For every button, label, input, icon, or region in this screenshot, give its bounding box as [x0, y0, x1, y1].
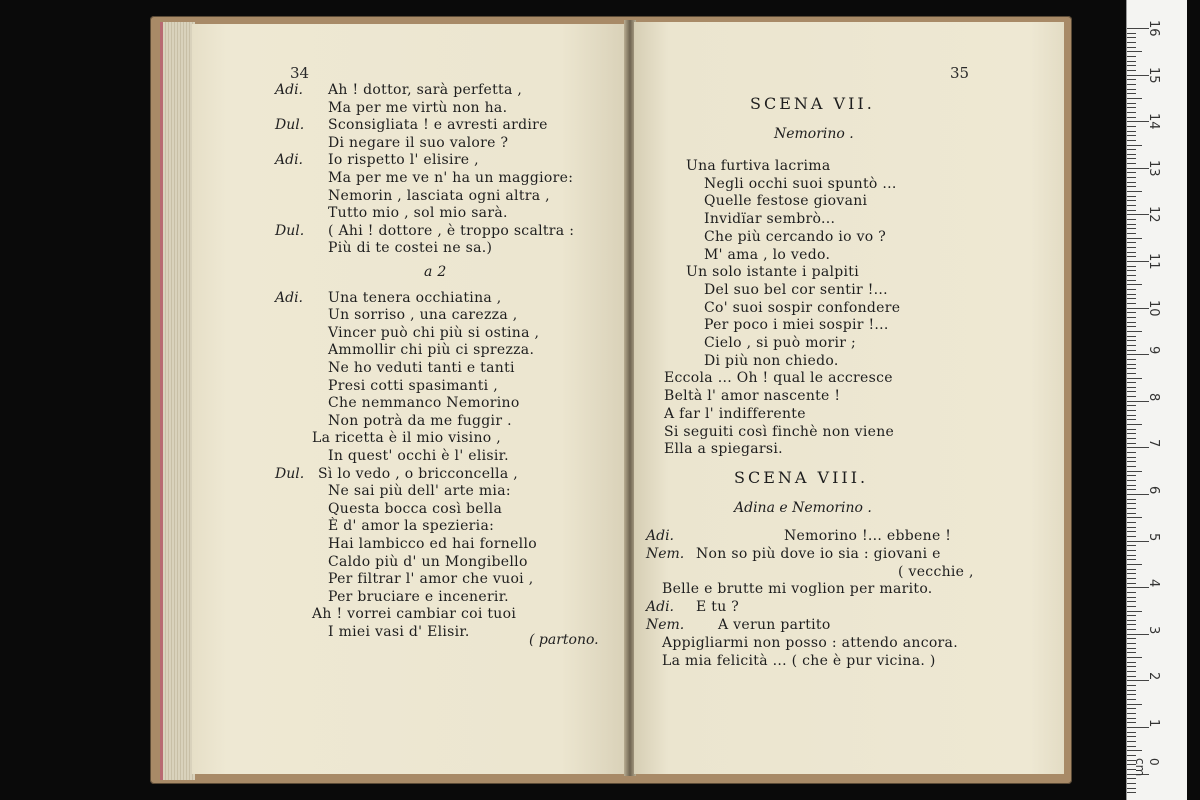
speaker-label: Dul.	[275, 117, 305, 134]
ruler-tick	[1127, 732, 1136, 733]
ruler-tick	[1127, 471, 1142, 472]
ruler-tick	[1127, 47, 1136, 48]
ruler-tick	[1127, 624, 1136, 625]
verse-line: In quest' occhi è l' elisir.	[328, 448, 509, 464]
verse-line: Ma per me ve n' ha un maggiore:	[328, 170, 574, 186]
ruler-number: 14	[1146, 113, 1161, 130]
ruler-tick	[1127, 196, 1136, 197]
verse-line: Ammollir chi più ci sprezza.	[328, 342, 535, 359]
verse-line: Ne sai più dell' arte mia:	[328, 483, 511, 500]
verse-line: Di più non chiedo.	[704, 352, 839, 369]
speaker-label: Dul.	[275, 222, 305, 239]
ruler-tick	[1127, 643, 1136, 644]
ruler-tick	[1127, 690, 1136, 691]
verse-line: Vincer può chi più si ostina ,	[328, 324, 540, 341]
ruler-tick	[1127, 648, 1136, 649]
ruler-tick	[1127, 578, 1136, 579]
ruler-tick	[1127, 457, 1136, 458]
ruler-tick	[1127, 382, 1136, 383]
ruler-tick	[1127, 154, 1136, 155]
ruler-tick	[1127, 475, 1136, 476]
ruler-tick	[1127, 513, 1136, 514]
ruler-tick	[1127, 326, 1136, 327]
ruler-tick	[1127, 158, 1136, 159]
ruler-tick	[1127, 536, 1136, 537]
ruler-tick	[1127, 601, 1136, 602]
speaker-label: Adi.	[275, 289, 303, 306]
ruler-tick	[1127, 280, 1136, 281]
verse-line: Nemorin , lasciata ogni altra ,	[328, 187, 550, 204]
verse-line: Una tenera occhiatina ,	[328, 289, 502, 306]
ruler-tick	[1127, 527, 1136, 528]
ruler-tick	[1127, 233, 1136, 234]
ruler-tick	[1127, 84, 1136, 85]
ruler-tick	[1127, 65, 1136, 66]
verse-line: La mia felicità ... ( che è pur vicina. )	[662, 652, 936, 669]
ruler-tick	[1127, 182, 1136, 183]
ruler-tick	[1127, 336, 1136, 337]
ruler-tick	[1127, 517, 1142, 518]
ruler-tick	[1127, 303, 1136, 304]
ruler-tick	[1127, 294, 1136, 295]
ruler-tick	[1127, 438, 1136, 439]
ruler-tick	[1127, 573, 1136, 574]
ruler-number: 2	[1146, 672, 1161, 681]
ruler-tick	[1127, 331, 1142, 332]
ruler-tick	[1127, 555, 1136, 556]
ruler-tick	[1127, 107, 1136, 108]
verse-line: Quelle festose giovani	[704, 193, 868, 210]
ruler-tick	[1127, 592, 1136, 593]
ruler-tick	[1127, 746, 1136, 747]
ruler-tick	[1127, 135, 1136, 136]
ruler-tick	[1127, 131, 1136, 132]
ruler-tick	[1127, 219, 1136, 220]
ruler-tick	[1127, 461, 1136, 462]
verse-line: Hai lambicco ed hai fornello	[328, 536, 537, 552]
verse-line: Non potrà da me fuggir .	[328, 412, 512, 429]
ruler-tick	[1127, 298, 1136, 299]
ruler-tick	[1127, 340, 1136, 341]
duet-marker: a 2	[424, 264, 447, 280]
ruler-tick	[1127, 345, 1136, 346]
ruler-tick	[1127, 163, 1136, 164]
ruler-tick	[1127, 499, 1136, 500]
verse-line: Belle e brutte mi voglion per marito.	[662, 581, 933, 598]
ruler-tick	[1127, 396, 1136, 397]
ruler-tick	[1127, 629, 1136, 630]
verse-line: Invidïar sembrò...	[704, 211, 836, 228]
ruler-tick	[1127, 652, 1136, 653]
verse-line: E tu ?	[696, 599, 740, 616]
verse-line: ( vecchie ,	[898, 563, 974, 580]
ruler-tick	[1127, 56, 1136, 57]
verse-line: A far l' indifferente	[664, 405, 806, 422]
ruler-tick	[1127, 405, 1136, 406]
ruler-tick	[1127, 224, 1136, 225]
ruler-tick	[1127, 289, 1136, 290]
verse-line: La ricetta è il mio visino ,	[312, 430, 502, 447]
verse-line: Si seguiti così finchè non viene	[664, 423, 895, 440]
ruler-tick	[1127, 117, 1136, 118]
ruler-tick	[1127, 657, 1142, 658]
speaker-label: Adi.	[275, 152, 303, 169]
verse-line: Per bruciare e incenerir.	[328, 588, 509, 605]
scene-title-7: SCENA VII.	[750, 94, 875, 113]
ruler-tick	[1127, 452, 1136, 453]
ruler-tick	[1127, 247, 1136, 248]
ruler-tick	[1127, 350, 1136, 351]
scene-subtitle-8: Adina e Nemorino .	[734, 500, 872, 516]
ruler-tick	[1127, 503, 1136, 504]
ruler-number: 5	[1146, 532, 1161, 541]
ruler-tick	[1127, 611, 1142, 612]
verse-line: Del suo bel cor sentir !...	[704, 281, 888, 298]
speaker-label: Adi.	[646, 528, 674, 544]
verse-line: Per poco i miei sospir !...	[704, 317, 889, 334]
ruler-tick	[1127, 89, 1136, 90]
verse-line: ( Ahi ! dottore , è troppo scaltra :	[328, 222, 575, 239]
ruler-tick	[1127, 485, 1136, 486]
ruler-tick	[1127, 587, 1149, 588]
scene-title-8: SCENA VIII.	[734, 468, 869, 487]
verse-line: È d' amor la spezieria:	[328, 518, 495, 535]
ruler-tick	[1127, 284, 1142, 285]
verse-line: Nemorino !... ebbene !	[784, 528, 952, 544]
speaker-label: Adi.	[646, 599, 674, 616]
verse-line: Ma per me virtù non ha.	[328, 99, 508, 116]
ruler-tick	[1127, 98, 1142, 99]
ruler-tick	[1127, 694, 1136, 695]
ruler-tick	[1127, 172, 1136, 173]
ruler-tick	[1127, 70, 1136, 71]
verse-line: Caldo più d' un Mongibello	[328, 553, 528, 570]
ruler-tick	[1127, 671, 1136, 672]
verse-line: Co' suoi sospir confondere	[704, 299, 901, 316]
ruler-tick	[1127, 489, 1136, 490]
ruler-tick	[1127, 378, 1142, 379]
ruler-tick	[1127, 364, 1136, 365]
ruler-tick	[1127, 638, 1136, 639]
verse-line: Un solo istante i palpiti	[686, 264, 860, 281]
ruler-tick	[1127, 256, 1136, 257]
ruler-tick	[1127, 433, 1136, 434]
ruler-tick	[1127, 275, 1136, 276]
ruler-tick	[1127, 443, 1136, 444]
left-page	[192, 24, 626, 774]
ruler-tick	[1127, 736, 1136, 737]
ruler-tick	[1127, 583, 1136, 584]
verse-line: Negli occhi suoi spuntò ...	[704, 175, 897, 192]
ruler-tick	[1127, 750, 1142, 751]
page-edges	[160, 22, 195, 780]
ruler-tick	[1127, 718, 1136, 719]
speaker-label: Nem.	[646, 545, 685, 562]
verse-line: Ella a spiegarsi.	[664, 441, 783, 458]
ruler-tick	[1127, 368, 1136, 369]
verse-line: Beltà l' amor nascente !	[664, 388, 841, 405]
ruler-tick	[1127, 228, 1136, 229]
ruler-tick	[1127, 415, 1136, 416]
ruler-tick	[1127, 42, 1136, 43]
verse-line: Eccola ... Oh ! qual le accresce	[664, 370, 893, 387]
ruler-tick	[1127, 559, 1136, 560]
ruler-number: 4	[1146, 579, 1161, 588]
page-number-left: 34	[290, 64, 310, 82]
ruler-tick	[1127, 317, 1136, 318]
ruler-tick	[1127, 508, 1136, 509]
ruler-tick	[1127, 112, 1136, 113]
verse-line: Presi cotti spasimanti ,	[328, 377, 498, 394]
speaker-label: Nem.	[646, 617, 685, 633]
ruler-tick	[1127, 419, 1136, 420]
ruler-tick	[1127, 741, 1136, 742]
verse-line: Ne ho veduti tanti e tanti	[328, 360, 515, 376]
ruler-tick	[1127, 322, 1136, 323]
ruler-tick	[1127, 359, 1136, 360]
ruler-tick	[1127, 755, 1136, 756]
ruler-number: 8	[1146, 392, 1161, 402]
verse-line: Cielo , si può morir ;	[704, 335, 857, 351]
ruler-tick	[1127, 186, 1136, 187]
ruler-tick	[1127, 597, 1136, 598]
ruler-tick	[1127, 354, 1149, 355]
ruler-tick	[1127, 140, 1136, 141]
ruler-tick	[1127, 680, 1149, 681]
ruler-tick	[1127, 270, 1136, 271]
ruler-tick	[1127, 312, 1136, 313]
ruler-tick	[1127, 238, 1142, 239]
ruler-number: 9	[1146, 346, 1161, 355]
ruler-tick	[1127, 391, 1136, 392]
ruler-tick	[1127, 200, 1136, 201]
ruler-tick	[1127, 33, 1136, 34]
ruler-tick	[1127, 713, 1136, 714]
ruler-tick	[1127, 569, 1136, 570]
measuring-ruler	[1126, 0, 1187, 800]
ruler-number: 1	[1146, 719, 1161, 728]
ruler-tick	[1127, 620, 1136, 621]
ruler-tick	[1127, 103, 1136, 104]
ruler-number: 12	[1146, 206, 1161, 223]
ruler-number: 6	[1146, 486, 1161, 495]
verse-line: Più di te costei ne sa.)	[328, 240, 493, 257]
ruler-tick	[1127, 606, 1136, 607]
ruler-number: 16	[1146, 20, 1161, 37]
ruler-tick	[1127, 37, 1136, 38]
ruler-tick	[1127, 51, 1142, 52]
ruler-tick	[1127, 191, 1142, 192]
ruler-tick	[1127, 252, 1136, 253]
ruler-tick	[1127, 387, 1136, 388]
ruler-tick	[1127, 210, 1136, 211]
ruler-number: 11	[1146, 253, 1161, 270]
ruler-tick	[1127, 792, 1136, 793]
ruler-tick	[1127, 788, 1136, 789]
ruler-tick	[1127, 447, 1149, 448]
ruler-number: 13	[1146, 159, 1161, 177]
ruler-tick	[1127, 699, 1136, 700]
ruler-tick	[1127, 410, 1136, 411]
ruler-tick	[1127, 531, 1136, 532]
scene-subtitle-7: Nemorino .	[774, 126, 854, 142]
ruler-tick	[1127, 126, 1136, 127]
ruler-tick	[1127, 205, 1136, 206]
ruler-tick	[1127, 564, 1142, 565]
ruler-tick	[1127, 662, 1136, 663]
ruler-number: 10	[1146, 299, 1161, 317]
ruler-tick	[1127, 545, 1136, 546]
verse-line: Che più cercando io vo ?	[704, 228, 887, 245]
ruler-tick	[1127, 149, 1136, 150]
verse-line: Non so più dove io sia : giovani e	[696, 545, 941, 562]
verse-line: Tutto mio , sol mio sarà.	[328, 205, 508, 222]
ruler-tick	[1127, 466, 1136, 467]
ruler-tick	[1127, 79, 1136, 80]
ruler-tick	[1127, 429, 1136, 430]
ruler-number: 15	[1146, 66, 1161, 84]
page-number-right: 35	[950, 64, 970, 82]
ruler-tick	[1127, 177, 1136, 178]
ruler-tick	[1127, 93, 1136, 94]
ruler-tick	[1127, 145, 1142, 146]
verse-line: Ah ! dottor, sarà perfetta ,	[328, 82, 523, 98]
ruler-number: 7	[1146, 439, 1161, 448]
ruler-tick	[1127, 685, 1136, 686]
verse-line: Per filtrar l' amor che vuoi ,	[328, 571, 534, 588]
verse-line: A verun partito	[718, 617, 831, 633]
ruler-tick	[1127, 722, 1136, 723]
verse-line: Una furtiva lacrima	[686, 158, 831, 174]
speaker-label: Dul.	[275, 465, 305, 482]
verse-line: Che nemmanco Nemorino	[328, 395, 520, 412]
verse-line: Un sorriso , una carezza ,	[328, 307, 518, 324]
stage-direction: ( partono.	[529, 632, 599, 648]
ruler-tick	[1127, 61, 1136, 62]
ruler-tick	[1127, 615, 1136, 616]
ruler-tick	[1127, 676, 1136, 677]
ruler-unit: 0 cm	[1133, 758, 1161, 777]
verse-line: Sì lo vedo , o bricconcella ,	[318, 465, 518, 482]
ruler-tick	[1127, 704, 1142, 705]
speaker-label: Adi.	[275, 82, 303, 98]
verse-line: Questa bocca così bella	[328, 500, 503, 517]
right-page	[634, 22, 1064, 774]
verse-line: Di negare il suo valore ?	[328, 134, 509, 151]
verse-line: I miei vasi d' Elisir.	[328, 624, 470, 640]
verse-line: Io rispetto l' elisire ,	[328, 152, 479, 169]
verse-line: M' ama , lo vedo.	[704, 246, 831, 263]
ruler-tick	[1127, 373, 1136, 374]
ruler-tick	[1127, 522, 1136, 523]
ruler-tick	[1127, 666, 1136, 667]
ruler-tick	[1127, 708, 1136, 709]
ruler-tick	[1127, 480, 1136, 481]
ruler-tick	[1127, 550, 1136, 551]
ruler-tick	[1127, 424, 1142, 425]
ruler-tick	[1127, 242, 1136, 243]
ruler-tick	[1127, 266, 1136, 267]
verse-line: Appigliarmi non posso : attendo ancora.	[662, 634, 958, 651]
verse-line: Sconsigliata ! e avresti ardire	[328, 117, 548, 134]
ruler-number: 3	[1146, 625, 1161, 635]
verse-line: Ah ! vorrei cambiar coi tuoi	[312, 606, 517, 623]
